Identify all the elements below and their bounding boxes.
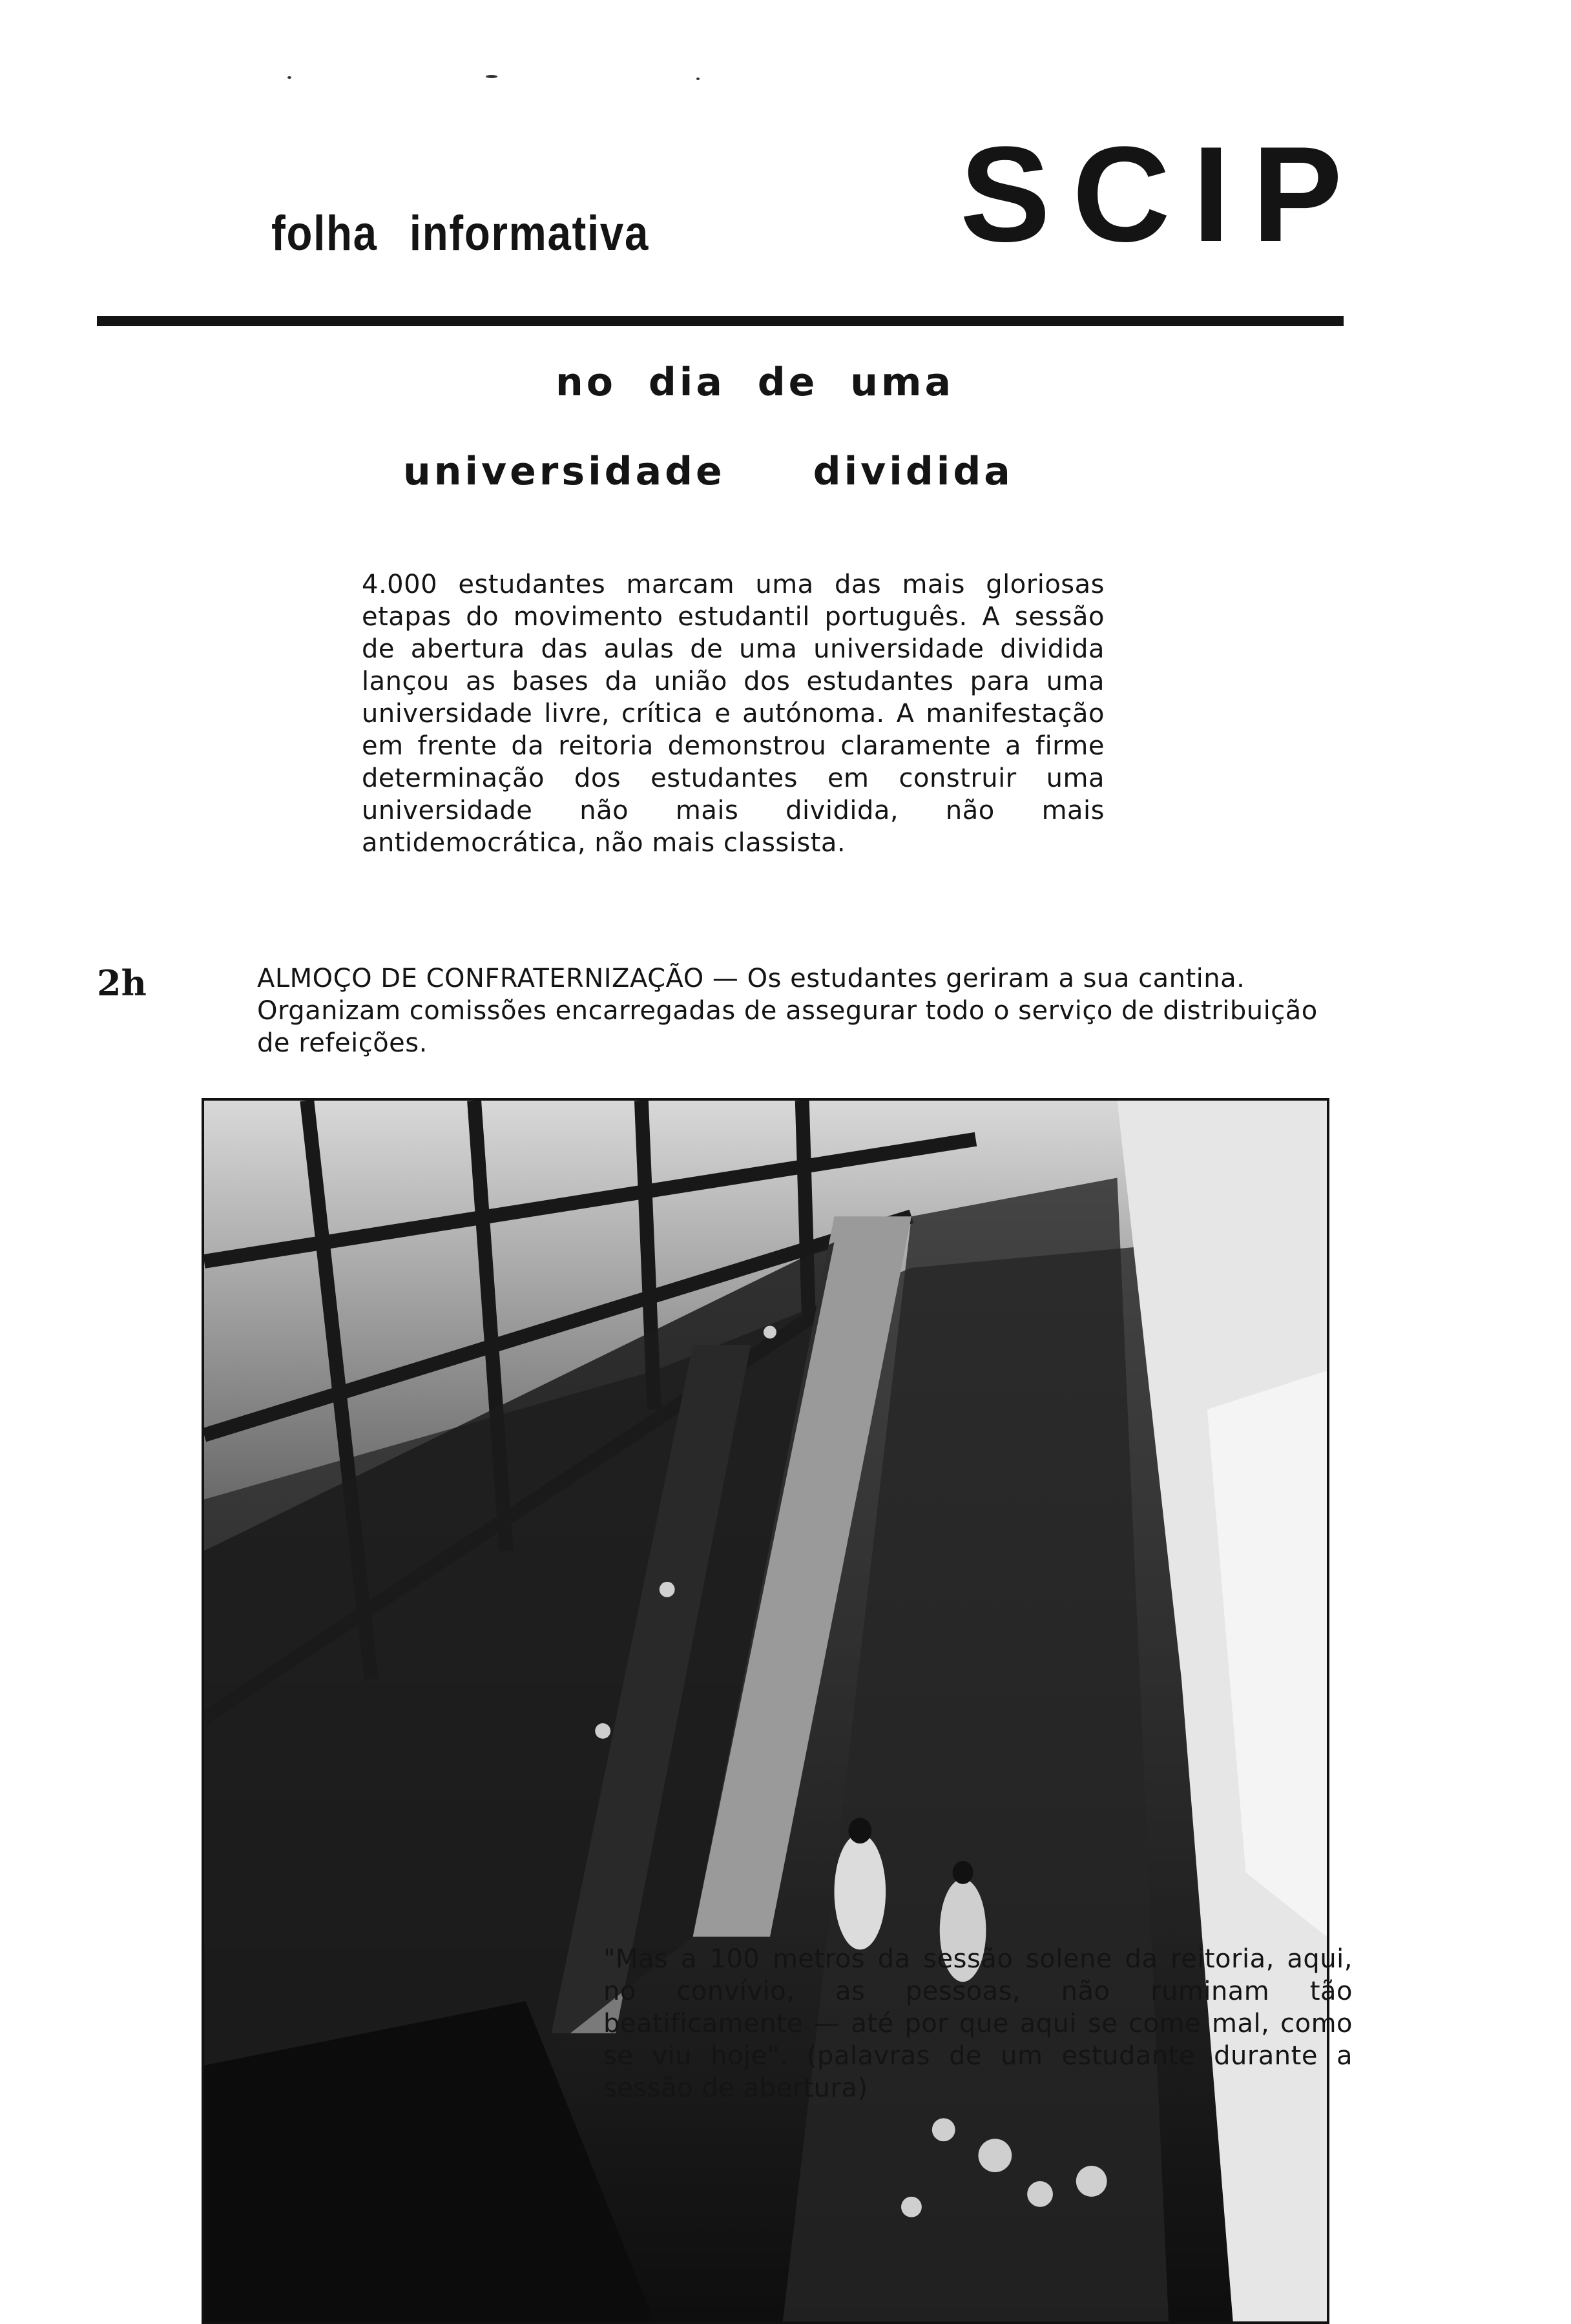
publication-subtitle: folha informativa [271,206,650,261]
scan-speck [696,78,700,80]
student-quote: "Mas a 100 metros da sessão solene da reitoria, aqui, no convívio, as pessoas, não ruminam tão beatificamente — até por que aqui se come mal, como se viu hoje". (palavras de um estudante durante a sessão de abertura) [603,1944,1353,2103]
headline-line-1: no dia de uma [556,360,954,405]
publication-title: SCIP [960,118,1365,270]
masthead-rule [97,316,1344,326]
intro-paragraph: 4.000 estudantes marcam uma das mais gloriosas etapas do movimento estudantil português. A sessão de abertura das aulas de uma universidade dividida lançou as bases da união dos estudantes para uma universidade livre, crítica e autónoma. A manifestação em frente da reitoria demonstrou claramente a firme determinação dos estudantes em construir uma universidade não mais dividida, não mais antidemocrática, não mais classista. [362,570,1105,858]
section-description: ALMOÇO DE CONFRATERNIZAÇÃO — Os estudantes geriram a sua cantina. Organizam comissões encarregadas de assegurar todo o serviço de distribuição de refeições. [257,964,1318,1058]
canteen-photo-illustration [204,1101,1327,2321]
time-label: 2h [97,962,147,1004]
headline-line-2: universidade dividida [403,449,1014,494]
canteen-photo [202,1098,1329,2324]
scan-speck [486,75,497,78]
scan-speck [287,76,291,79]
